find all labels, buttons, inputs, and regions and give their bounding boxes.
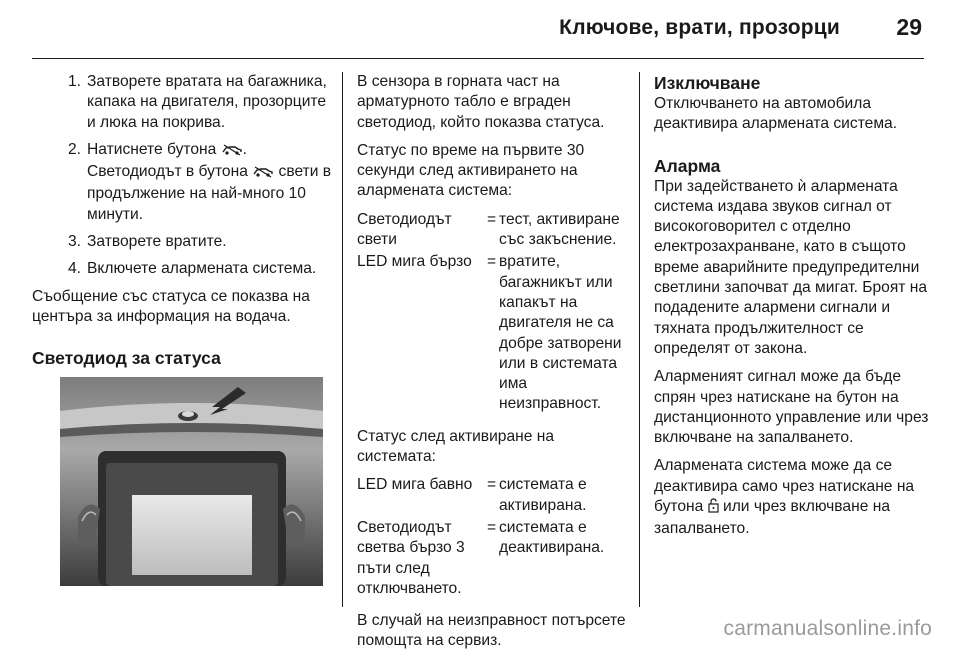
list-item: 3. Затворете вратите. xyxy=(68,233,227,251)
steps-list xyxy=(32,72,332,280)
anti-theft-car-icon xyxy=(221,142,243,162)
status-definitions-initial xyxy=(357,210,629,415)
list-item: 1. Затворете вратата на багажника, капака на двигателя, прозорците и люка на покрива. xyxy=(68,73,327,131)
paragraph: Статус по време на първите 30 секунди след активирането на алармената система: xyxy=(357,141,585,200)
column-divider-1 xyxy=(342,72,343,607)
unlock-icon xyxy=(708,498,719,519)
definition-row: LED мига бързо = вратите, багажникът или капакът на двигателя не са добре затворени или в системата има неизправност. xyxy=(357,253,622,413)
paragraph: При задействането ѝ алармената система издава звуков сигнал от високоговорител с отделно електрозахранване, като в същото време аварийните предупредителни светлини започват да мигат. Броят на подадените алармени сигнали и тяхната продължителност се определят от закона. xyxy=(654,177,928,357)
column-divider-2 xyxy=(639,72,640,607)
status-message-text: Съобщение със статуса се показва на центъра за информация на водача. xyxy=(32,287,310,325)
section-heading-status-led: Светодиод за статуса xyxy=(32,348,221,369)
page-title: Ключове, врати, прозорци xyxy=(559,16,840,39)
anti-theft-car-icon xyxy=(252,164,274,184)
section-heading-deactivation: Изключване xyxy=(654,73,761,93)
list-item: 2. Натиснете бутона . Светодиодът в бутона свети в продължение на най-много 10 минути. xyxy=(68,140,332,223)
paragraph: Статус след активиране на системата: xyxy=(357,427,555,466)
paragraph: Алармената система може да се деактивира само чрез натискане на бутона или чрез включване на запалването. xyxy=(654,457,915,538)
definition-row: LED мига бавно = системата е активирана. xyxy=(357,476,587,514)
column-2 xyxy=(357,72,629,660)
dashboard-led-photo xyxy=(60,377,323,586)
column-1 xyxy=(32,72,332,369)
list-item: 4. Включете алармената система. xyxy=(68,260,317,278)
definition-row: Светодиодът свети = тест, активиране със закъснение. xyxy=(357,210,620,249)
paragraph: Отключването на автомобила деактивира алармената система. xyxy=(654,95,898,133)
section-heading-alarm: Аларма xyxy=(654,155,721,176)
header-rule xyxy=(32,58,924,59)
paragraph: Алармeният сигнал може да бъде спрян чрез натискане на бутон на дистанционното управление или чрез включване на запалването. xyxy=(654,368,929,447)
page-header xyxy=(0,0,960,58)
watermark: carmanualsonline.info xyxy=(723,617,932,640)
page-number: 29 xyxy=(896,14,922,40)
paragraph: В сензора в горната част на арматурното табло е вграден светодиод, който показва статуса. xyxy=(357,73,605,131)
paragraph: В случай на неизправност потърсете помощта на сервиз. xyxy=(357,612,626,650)
column-3 xyxy=(654,72,934,548)
status-definitions-after xyxy=(357,475,629,599)
definition-row: Светодиодът светва бързо 3 пъти след отключването. = системата е деактивирана. xyxy=(357,518,605,597)
